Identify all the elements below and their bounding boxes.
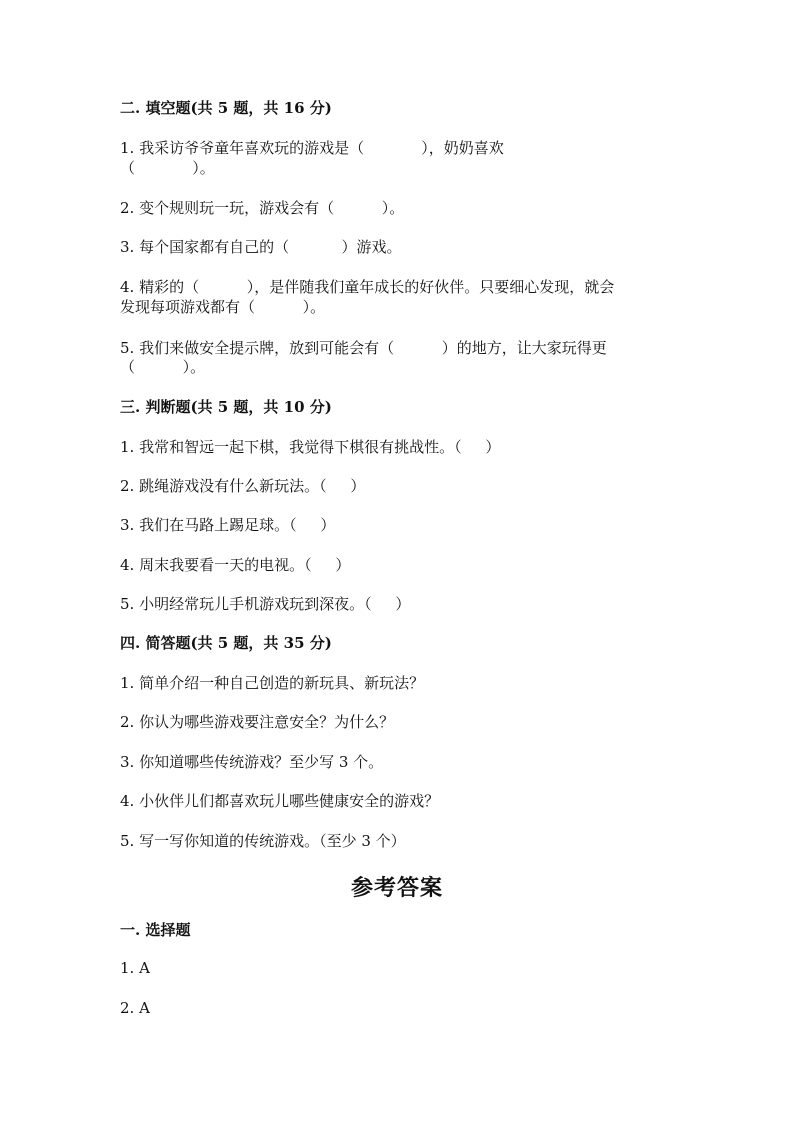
section4-title: 四. 简答题(共 5 题，共 35 分) [120, 634, 332, 652]
section3-question2: 2. 跳绳游戏没有什么新玩法。（ ） [120, 477, 366, 495]
section3-question4: 4. 周末我要看一天的电视。（ ） [120, 556, 351, 574]
section4-question2: 2. 你认为哪些游戏要注意安全？为什么？ [120, 713, 395, 731]
section4-question1: 1. 简单介绍一种自己创造的新玩具、新玩法？ [120, 674, 425, 692]
section3-question1: 1. 我常和智远一起下棋，我觉得下棋很有挑战性。（ ） [120, 438, 501, 456]
answer-key-title: 参考答案 [350, 875, 443, 901]
section2-question4-line2: 发现每项游戏都有（ ）。 [120, 298, 326, 316]
answer-item-1: 1. A [120, 959, 150, 977]
section4-question3: 3. 你知道哪些传统游戏？至少写 3 个。 [120, 753, 384, 771]
answer-section1-title: 一. 选择题 [120, 921, 191, 939]
section2-question5-line2: （ ）。 [120, 358, 206, 376]
section2-question3: 3. 每个国家都有自己的（ ）游戏。 [120, 238, 402, 256]
section2-question1-line2: （ ）。 [120, 159, 215, 177]
section4-question5: 5. 写一写你知道的传统游戏。（至少 3 个） [120, 832, 406, 850]
section4-question4: 4. 小伙伴儿们都喜欢玩儿哪些健康安全的游戏？ [120, 792, 440, 810]
section2-question2: 2. 变个规则玩一玩，游戏会有（ ）。 [120, 199, 405, 217]
section2-question4-line1: 4. 精彩的（ ），是伴随我们童年成长的好伙伴。只要细心发现，就会 [120, 278, 615, 296]
section3-question3: 3. 我们在马路上踢足球。（ ） [120, 516, 336, 534]
section2-title: 二. 填空题(共 5 题，共 16 分) [120, 99, 332, 117]
section2-question5-line1: 5. 我们来做安全提示牌，放到可能会有（ ）的地方，让大家玩得更 [120, 339, 607, 357]
section2-question1-line1: 1. 我采访爷爷童年喜欢玩的游戏是（ ），奶奶喜欢 [120, 139, 504, 157]
section3-title: 三. 判断题(共 5 题，共 10 分) [120, 398, 332, 416]
answer-item-2: 2. A [120, 999, 150, 1017]
section3-question5: 5. 小明经常玩儿手机游戏玩到深夜。（ ） [120, 595, 411, 613]
